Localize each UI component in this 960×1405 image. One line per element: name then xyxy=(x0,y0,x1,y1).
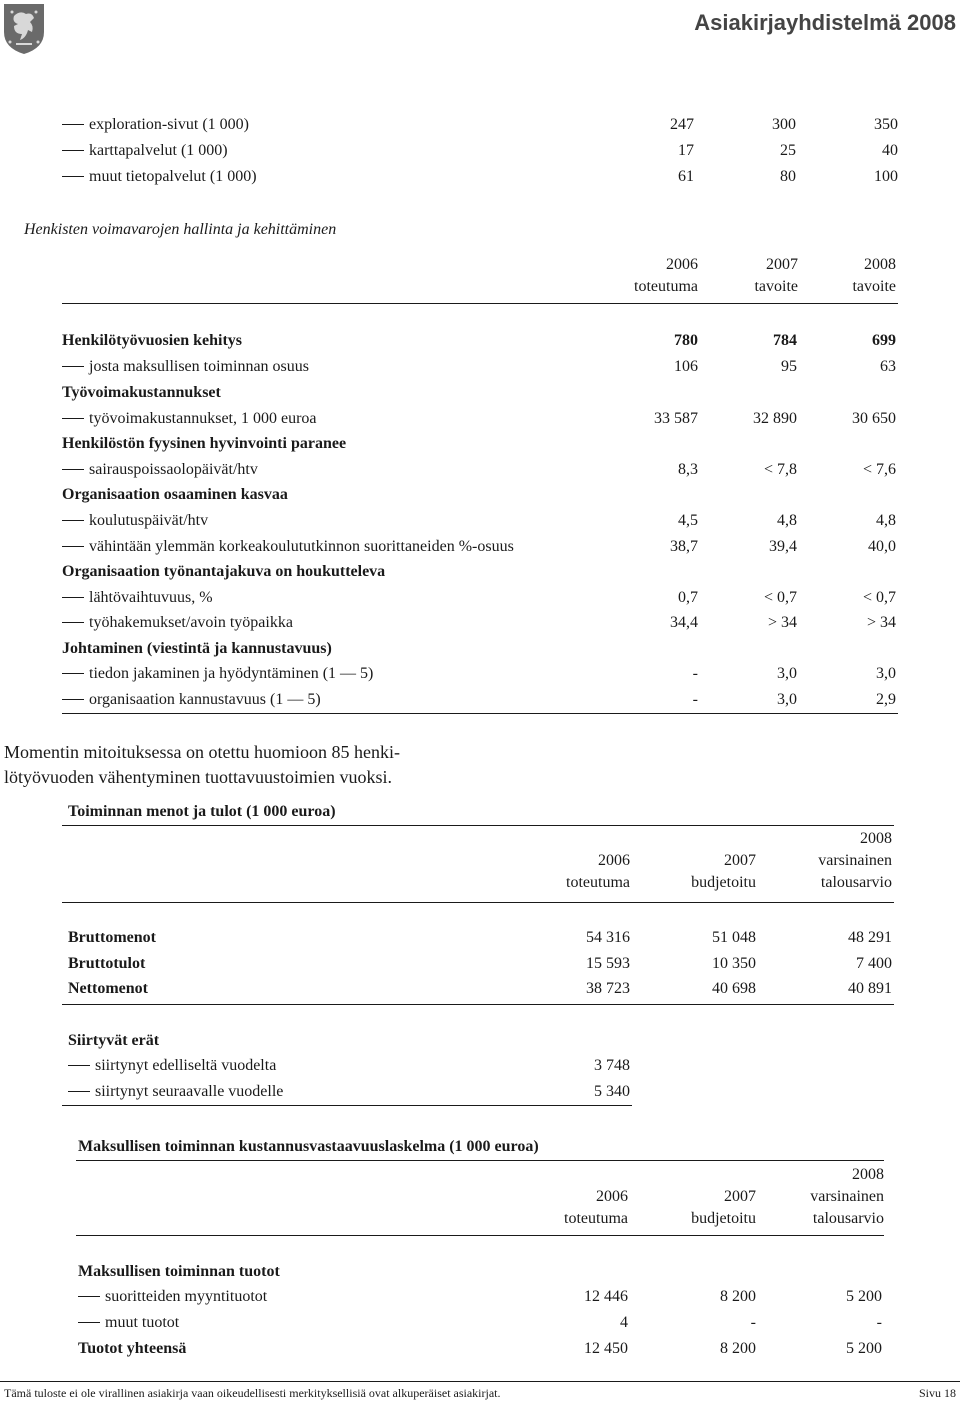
row-label: josta maksullisen toiminnan osuus xyxy=(89,358,309,375)
header-sub: talousarvio xyxy=(820,874,892,891)
row-label: Organisaation työnantajakuva on houkutteleva xyxy=(62,563,386,580)
row-label: koulutuspäivät/htv xyxy=(89,512,209,529)
table-rule xyxy=(62,1004,894,1005)
value-2006: 54 316 xyxy=(586,929,630,946)
dash-bullet xyxy=(62,176,84,177)
header-year: 2006 xyxy=(598,852,630,869)
table-header-rule xyxy=(62,303,898,304)
header-sub: tavoite xyxy=(852,278,896,295)
dash-bullet xyxy=(78,1322,100,1323)
row-label: muut tietopalvelut (1 000) xyxy=(89,168,257,185)
header-mid: varsinainen xyxy=(818,852,892,869)
row-label: karttapalvelut (1 000) xyxy=(89,142,228,159)
table-row xyxy=(62,612,898,634)
value-2006: 34,4 xyxy=(670,614,698,631)
table-row xyxy=(62,140,902,162)
header-sub: toteutuma xyxy=(564,1210,628,1227)
value-2008: > 34 xyxy=(866,614,896,631)
row-label: Bruttotulot xyxy=(68,955,146,972)
value-2006: 15 593 xyxy=(586,955,630,972)
table-bottom-rule xyxy=(62,1105,632,1106)
header-sub: tavoite xyxy=(754,278,798,295)
column-header-2006 xyxy=(490,850,630,894)
table-row xyxy=(62,689,898,711)
row-label: Bruttomenot xyxy=(68,929,156,946)
section-title: Toiminnan menot ja tulot (1 000 euroa) xyxy=(68,803,336,820)
dash-bullet xyxy=(62,124,84,125)
column-header-2008 xyxy=(752,828,892,894)
value-2006: - xyxy=(692,665,698,682)
section-title: Maksullisen toiminnan kustannusvastaavuuslaskelma (1 000 euroa) xyxy=(78,1138,539,1155)
table-row xyxy=(78,1312,884,1334)
header-sub: toteutuma xyxy=(634,278,698,295)
row-label: vähintään ylemmän korkeakoulututkinnon suorittaneiden %-osuus xyxy=(89,538,514,555)
value-2008: < 7,6 xyxy=(862,461,896,478)
value-2008: 699 xyxy=(872,332,896,349)
row-label: Nettomenot xyxy=(68,980,148,997)
row-label: työvoimakustannukset, 1 000 euroa xyxy=(89,410,317,427)
row-label: muut tuotot xyxy=(105,1314,180,1331)
header-year: 2007 xyxy=(766,256,798,273)
row-label: Johtaminen (viestintä ja kannustavuus) xyxy=(62,640,332,657)
column-header-2007 xyxy=(616,1186,756,1230)
value-2006: 38 723 xyxy=(586,980,630,997)
table-row xyxy=(62,663,898,685)
value-2006: 5 340 xyxy=(594,1083,630,1100)
header-sub: toteutuma xyxy=(566,874,630,891)
table-header-rule xyxy=(76,1235,884,1236)
value-2007: 8 200 xyxy=(720,1288,756,1305)
table-row xyxy=(68,1081,630,1103)
table-header-rule xyxy=(62,902,894,903)
dash-bullet xyxy=(62,546,84,547)
value-2007: - xyxy=(750,1314,756,1331)
section-title-rule xyxy=(76,1160,884,1161)
footer-disclaimer: Tämä tuloste ei ole virallinen asiakirja vaan oikeudellisesti merkityksellisiä ovat alkuperäiset asiakirjat. xyxy=(4,1386,501,1400)
value-2008: 40,0 xyxy=(868,538,896,555)
value-2008: - xyxy=(876,1314,882,1331)
table-group-row: Siirtyvät erät xyxy=(68,1032,160,1049)
value-2008: 4,8 xyxy=(876,512,896,529)
value-2006: 12 450 xyxy=(584,1340,628,1357)
row-label: Organisaation osaaminen kasvaa xyxy=(62,486,288,503)
table-row xyxy=(62,510,898,532)
value-2006: 8,3 xyxy=(678,461,698,478)
table-row xyxy=(62,587,898,609)
header-mid: varsinainen xyxy=(810,1188,884,1205)
value-2008: 48 291 xyxy=(848,929,892,946)
dash-bullet xyxy=(62,366,84,367)
dash-bullet xyxy=(62,469,84,470)
row-label: siirtynyt seuraavalle vuodelle xyxy=(95,1083,284,1100)
value-2008: < 0,7 xyxy=(862,589,896,606)
value-2008: 63 xyxy=(880,358,896,375)
table-row xyxy=(62,459,898,481)
footer-rule xyxy=(0,1381,960,1382)
table-row xyxy=(68,953,894,975)
value-2006: 12 446 xyxy=(584,1288,628,1305)
dash-bullet xyxy=(62,418,84,419)
table-row xyxy=(62,408,898,430)
header-sub: budjetoitu xyxy=(691,1210,756,1227)
table-row xyxy=(68,1055,630,1077)
row-label: suoritteiden myyntituotot xyxy=(105,1288,268,1305)
value-2008: 40 xyxy=(882,142,898,159)
page-header xyxy=(0,0,960,62)
table-row xyxy=(62,114,902,136)
header-year: 2006 xyxy=(666,256,698,273)
value-2007: 25 xyxy=(780,142,796,159)
table-bottom-rule xyxy=(62,713,898,714)
coat-of-arms-icon xyxy=(2,2,46,56)
value-2007: 95 xyxy=(781,358,797,375)
dash-bullet xyxy=(62,150,84,151)
row-label: exploration-sivut (1 000) xyxy=(89,116,249,133)
page-number: Sivu 18 xyxy=(918,1386,956,1400)
value-2007: 39,4 xyxy=(769,538,797,555)
value-2006: 17 xyxy=(678,142,694,159)
table-row xyxy=(62,166,902,188)
row-label: työhakemukset/avoin työpaikka xyxy=(89,614,293,631)
header-year: 2007 xyxy=(724,1188,756,1205)
value-2007: 8 200 xyxy=(720,1340,756,1357)
value-2008: 5 200 xyxy=(846,1288,882,1305)
document-title: Asiakirjayhdistelmä 2008 xyxy=(694,10,956,35)
row-label: organisaation kannustavuus (1 — 5) xyxy=(89,691,321,708)
table-row xyxy=(78,1286,884,1308)
value-2006: 4 xyxy=(620,1314,628,1331)
dash-bullet xyxy=(62,622,84,623)
header-sub: budjetoitu xyxy=(691,874,756,891)
row-label: tiedon jakaminen ja hyödyntäminen (1 — 5) xyxy=(89,665,374,682)
value-2008: 2,9 xyxy=(876,691,896,708)
row-label: Työvoimakustannukset xyxy=(62,384,221,401)
header-year: 2008 xyxy=(864,256,896,273)
value-2006: 3 748 xyxy=(594,1057,630,1074)
row-label: Tuotot yhteensä xyxy=(78,1340,187,1357)
value-2007: < 0,7 xyxy=(763,589,797,606)
value-2008: 7 400 xyxy=(856,955,892,972)
table-row xyxy=(62,330,898,352)
section-title-rule xyxy=(62,825,894,826)
value-2008: 40 891 xyxy=(848,980,892,997)
value-2006: 33 587 xyxy=(654,410,698,427)
value-2007: < 7,8 xyxy=(763,461,797,478)
column-header-2006 xyxy=(488,1186,628,1230)
value-2007: 32 890 xyxy=(753,410,797,427)
table-group-row: Maksullisen toiminnan tuotot xyxy=(78,1263,280,1280)
dash-bullet xyxy=(78,1296,100,1297)
value-2006: 247 xyxy=(670,116,694,133)
table-group-row xyxy=(62,638,898,660)
value-2008: 350 xyxy=(874,116,898,133)
column-header-2007 xyxy=(616,850,756,894)
value-2007: 40 698 xyxy=(712,980,756,997)
value-2008: 5 200 xyxy=(846,1340,882,1357)
value-2008: 3,0 xyxy=(876,665,896,682)
table-row xyxy=(62,536,898,558)
value-2006: 0,7 xyxy=(678,589,698,606)
table-row xyxy=(62,356,898,378)
value-2007: 300 xyxy=(772,116,796,133)
value-2007: 80 xyxy=(780,168,796,185)
table-row xyxy=(68,927,894,949)
value-2007: > 34 xyxy=(767,614,797,631)
value-2007: 3,0 xyxy=(777,691,797,708)
value-2007: 4,8 xyxy=(777,512,797,529)
table-row xyxy=(68,978,894,1000)
value-2007: 10 350 xyxy=(712,955,756,972)
value-2008: 30 650 xyxy=(852,410,896,427)
value-2006: 38,7 xyxy=(670,538,698,555)
row-label: sairauspoissaolopäivät/htv xyxy=(89,461,258,478)
body-paragraph: Momentin mitoituksessa on otettu huomioon 85 henki-lötyövuoden vähentyminen tuottavuustoimien vuoksi. xyxy=(4,742,400,787)
dash-bullet xyxy=(62,597,84,598)
row-label: siirtynyt edelliseltä vuodelta xyxy=(95,1057,277,1074)
header-sub: talousarvio xyxy=(812,1210,884,1227)
value-2006: - xyxy=(692,691,698,708)
dash-bullet xyxy=(62,673,84,674)
value-2006: 106 xyxy=(674,358,698,375)
row-label: lähtövaihtuvuus, % xyxy=(89,589,213,606)
dash-bullet xyxy=(68,1091,90,1092)
row-label: Henkilöstön fyysinen hyvinvointi paranee xyxy=(62,435,347,452)
table-group-row xyxy=(62,382,898,404)
section-title: Henkisten voimavarojen hallinta ja kehittäminen xyxy=(24,221,337,238)
value-2007: 3,0 xyxy=(777,665,797,682)
header-year: 2006 xyxy=(596,1188,628,1205)
table-group-row xyxy=(62,484,898,506)
column-header-2008 xyxy=(758,254,896,298)
column-header-2008 xyxy=(744,1164,884,1230)
dash-bullet xyxy=(62,520,84,521)
header-year: 2007 xyxy=(724,852,756,869)
value-2006: 780 xyxy=(674,332,698,349)
dash-bullet xyxy=(68,1065,90,1066)
table-total-row xyxy=(78,1338,884,1360)
row-label: Henkilötyövuosien kehitys xyxy=(62,332,243,349)
value-2007: 51 048 xyxy=(712,929,756,946)
table-group-row xyxy=(62,433,898,455)
value-2006: 4,5 xyxy=(678,512,698,529)
value-2007: 784 xyxy=(773,332,797,349)
value-2008: 100 xyxy=(874,168,898,185)
header-year: 2008 xyxy=(860,830,892,847)
header-year: 2008 xyxy=(852,1166,884,1183)
dash-bullet xyxy=(62,699,84,700)
value-2006: 61 xyxy=(678,168,694,185)
table-group-row xyxy=(62,561,898,583)
